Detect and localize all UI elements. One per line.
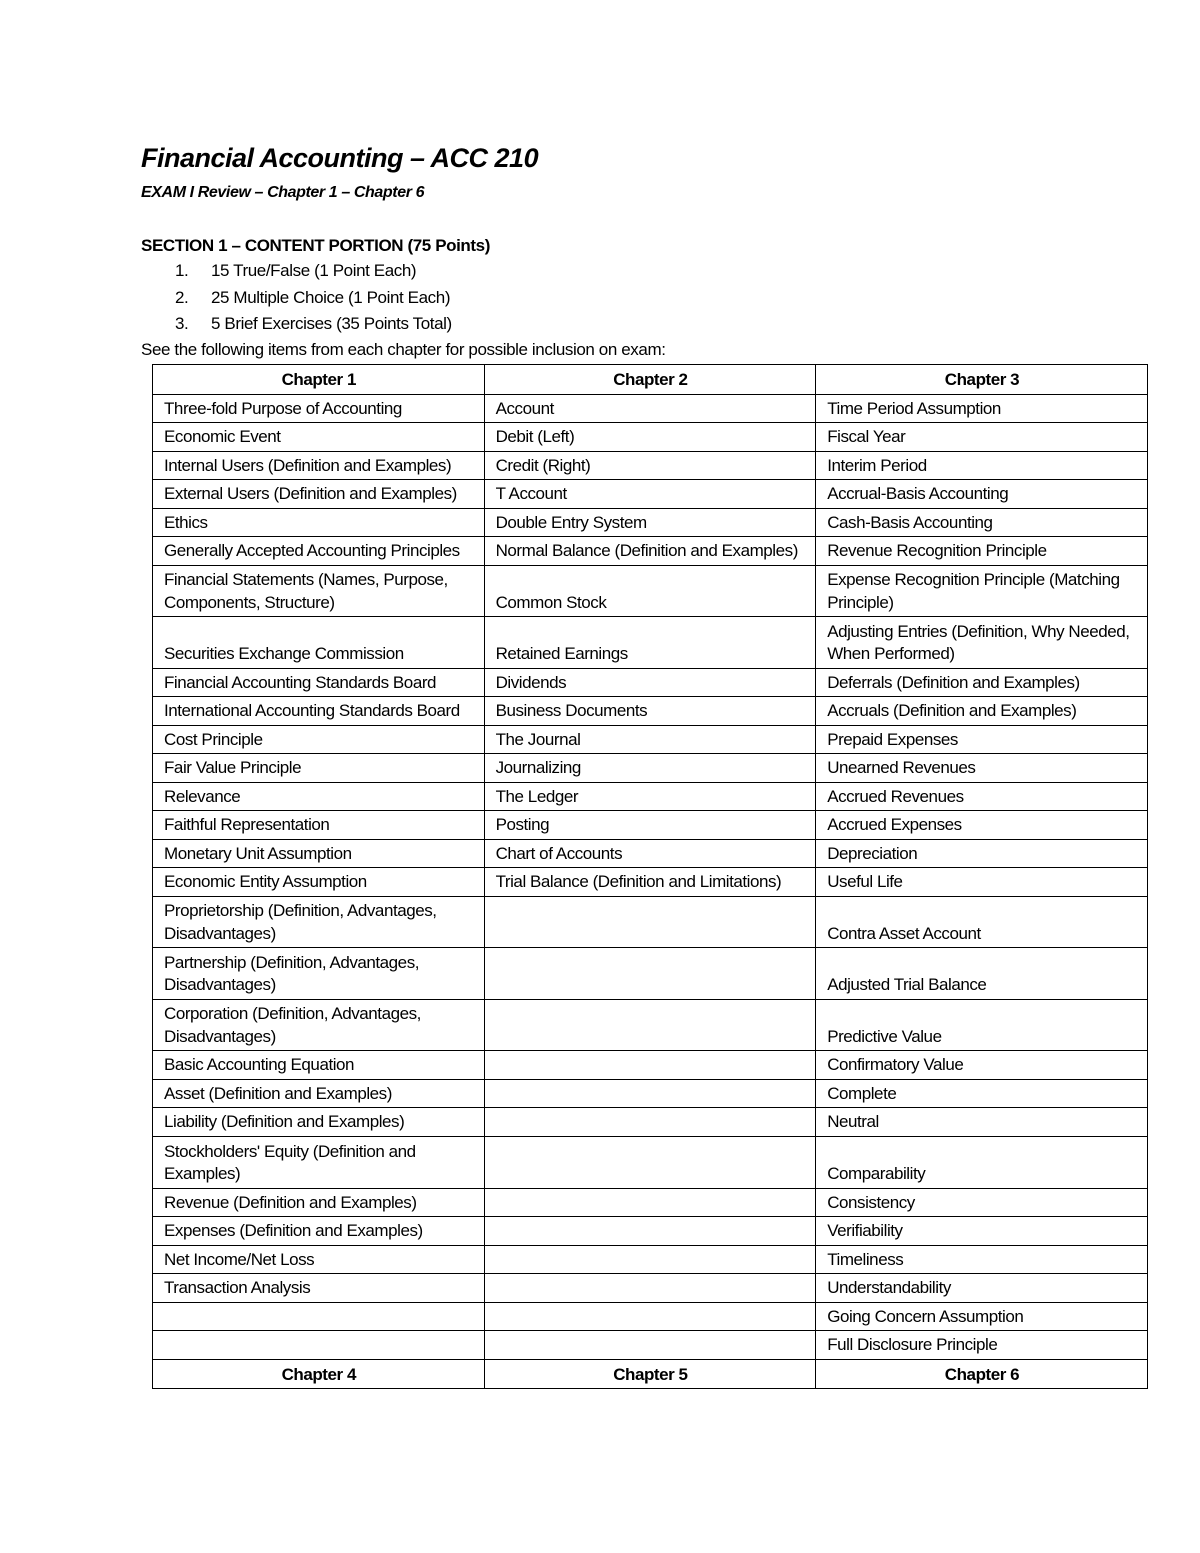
table-cell: Chart of Accounts — [484, 839, 816, 868]
table-cell: Expenses (Definition and Examples) — [153, 1217, 485, 1246]
table-cell: Accruals (Definition and Examples) — [816, 697, 1148, 726]
table-cell: Debit (Left) — [484, 423, 816, 452]
list-item-text: 5 Brief Exercises (35 Points Total) — [211, 314, 452, 333]
table-row — [153, 811, 1148, 840]
table-cell — [153, 1302, 485, 1331]
table-cell: Financial Statements (Names, Purpose, Components, Structure) — [153, 565, 485, 617]
table-row — [153, 1302, 1148, 1331]
table-cell: Journalizing — [484, 754, 816, 783]
table-cell: Internal Users (Definition and Examples) — [153, 451, 485, 480]
table-row — [153, 537, 1148, 566]
table-cell: Retained Earnings — [484, 617, 816, 669]
table-cell: Monetary Unit Assumption — [153, 839, 485, 868]
table-cell: Complete — [816, 1079, 1148, 1108]
table-row — [153, 668, 1148, 697]
table-cell: Comparability — [816, 1136, 1148, 1188]
table-cell: Normal Balance (Definition and Examples) — [484, 537, 816, 566]
table-cell — [484, 1331, 816, 1360]
table-row — [153, 754, 1148, 783]
table-footer-header-row — [153, 1359, 1148, 1389]
table-cell: Ethics — [153, 508, 485, 537]
table-cell: The Journal — [484, 725, 816, 754]
table-cell: Posting — [484, 811, 816, 840]
table-cell: Account — [484, 394, 816, 423]
table-cell: Faithful Representation — [153, 811, 485, 840]
table-row — [153, 868, 1148, 897]
table-cell: Economic Event — [153, 423, 485, 452]
table-cell — [484, 1245, 816, 1274]
table-cell: Stockholders' Equity (Definition and Examples) — [153, 1136, 485, 1188]
list-item-number: 3. — [175, 314, 189, 333]
table-cell: Securities Exchange Commission — [153, 617, 485, 669]
table-cell: Generally Accepted Accounting Principles — [153, 537, 485, 566]
table-cell: Contra Asset Account — [816, 896, 1148, 948]
table-cell: External Users (Definition and Examples) — [153, 480, 485, 509]
list-item-number: 1. — [175, 261, 189, 280]
table-cell: Asset (Definition and Examples) — [153, 1079, 485, 1108]
table-cell: Useful Life — [816, 868, 1148, 897]
table-cell: Consistency — [816, 1188, 1148, 1217]
table-row — [153, 1217, 1148, 1246]
table-cell: Revenue Recognition Principle — [816, 537, 1148, 566]
table-row — [153, 394, 1148, 423]
table-cell — [484, 1136, 816, 1188]
table-body — [153, 394, 1148, 1359]
column-header-chapter-4: Chapter 4 — [153, 1359, 485, 1389]
table-row — [153, 1108, 1148, 1137]
table-row — [153, 782, 1148, 811]
table-cell: Deferrals (Definition and Examples) — [816, 668, 1148, 697]
table-cell: Timeliness — [816, 1245, 1148, 1274]
document-title: Financial Accounting – ACC 210 — [141, 143, 539, 173]
table-row — [153, 1245, 1148, 1274]
table-cell: Time Period Assumption — [816, 394, 1148, 423]
list-item-text: 15 True/False (1 Point Each) — [211, 261, 417, 280]
table-row — [153, 565, 1148, 617]
table-cell — [484, 1302, 816, 1331]
table-row — [153, 617, 1148, 669]
table-cell: Transaction Analysis — [153, 1274, 485, 1303]
table-row — [153, 1079, 1148, 1108]
table-cell: Three-fold Purpose of Accounting — [153, 394, 485, 423]
table-row — [153, 999, 1148, 1051]
table-row — [153, 1051, 1148, 1080]
table-cell: Credit (Right) — [484, 451, 816, 480]
table-cell — [484, 1108, 816, 1137]
table-cell: Prepaid Expenses — [816, 725, 1148, 754]
table-cell — [484, 1051, 816, 1080]
table-row — [153, 1136, 1148, 1188]
table-cell: Accrued Revenues — [816, 782, 1148, 811]
table-row — [153, 480, 1148, 509]
table-row — [153, 451, 1148, 480]
table-cell: Proprietorship (Definition, Advantages, Disadvantages) — [153, 896, 485, 948]
table-cell: Relevance — [153, 782, 485, 811]
table-cell — [484, 999, 816, 1051]
table-row — [153, 1331, 1148, 1360]
table-cell: Verifiability — [816, 1217, 1148, 1246]
table-row — [153, 508, 1148, 537]
table-cell: Predictive Value — [816, 999, 1148, 1051]
table-row — [153, 1188, 1148, 1217]
table-cell: Trial Balance (Definition and Limitations) — [484, 868, 816, 897]
table-row — [153, 896, 1148, 948]
table-cell — [484, 1217, 816, 1246]
table-row — [153, 725, 1148, 754]
table-cell: Cash-Basis Accounting — [816, 508, 1148, 537]
table-cell — [484, 896, 816, 948]
table-header-row — [153, 365, 1148, 395]
table-cell — [484, 948, 816, 1000]
table-row — [153, 697, 1148, 726]
table-cell — [153, 1331, 485, 1360]
table-cell: Accrued Expenses — [816, 811, 1148, 840]
table-cell: Accrual-Basis Accounting — [816, 480, 1148, 509]
table-cell: T Account — [484, 480, 816, 509]
table-cell: The Ledger — [484, 782, 816, 811]
table-cell: Revenue (Definition and Examples) — [153, 1188, 485, 1217]
table-cell — [484, 1079, 816, 1108]
section-heading: SECTION 1 – CONTENT PORTION (75 Points) — [141, 236, 490, 255]
table-cell: Adjusting Entries (Definition, Why Needed, When Performed) — [816, 617, 1148, 669]
column-header-chapter-3: Chapter 3 — [816, 365, 1148, 395]
table-cell: Financial Accounting Standards Board — [153, 668, 485, 697]
table-cell: Understandability — [816, 1274, 1148, 1303]
table-cell — [484, 1274, 816, 1303]
table-cell: Neutral — [816, 1108, 1148, 1137]
table-cell: Cost Principle — [153, 725, 485, 754]
column-header-chapter-5: Chapter 5 — [484, 1359, 816, 1389]
table-cell: Confirmatory Value — [816, 1051, 1148, 1080]
table-cell: Fiscal Year — [816, 423, 1148, 452]
table-row — [153, 1274, 1148, 1303]
table-cell — [484, 1188, 816, 1217]
table-cell: Economic Entity Assumption — [153, 868, 485, 897]
table-cell: Expense Recognition Principle (Matching Principle) — [816, 565, 1148, 617]
table-cell: Going Concern Assumption — [816, 1302, 1148, 1331]
table-cell: Net Income/Net Loss — [153, 1245, 485, 1274]
table-row — [153, 423, 1148, 452]
table-row — [153, 948, 1148, 1000]
column-header-chapter-2: Chapter 2 — [484, 365, 816, 395]
table-cell: Business Documents — [484, 697, 816, 726]
table-row — [153, 839, 1148, 868]
table-cell: Full Disclosure Principle — [816, 1331, 1148, 1360]
table-cell: Fair Value Principle — [153, 754, 485, 783]
column-header-chapter-1: Chapter 1 — [153, 365, 485, 395]
chapter-topics-table — [152, 364, 1148, 1389]
table-cell: Basic Accounting Equation — [153, 1051, 485, 1080]
table-cell: Common Stock — [484, 565, 816, 617]
table-cell: Adjusted Trial Balance — [816, 948, 1148, 1000]
column-header-chapter-6: Chapter 6 — [816, 1359, 1148, 1389]
table-cell: Unearned Revenues — [816, 754, 1148, 783]
intro-text: See the following items from each chapter for possible inclusion on exam: — [141, 340, 666, 359]
table-cell: Interim Period — [816, 451, 1148, 480]
list-item-number: 2. — [175, 287, 189, 307]
table-cell: International Accounting Standards Board — [153, 697, 485, 726]
document-subtitle: EXAM I Review – Chapter 1 – Chapter 6 — [141, 184, 425, 201]
list-item-text: 25 Multiple Choice (1 Point Each) — [211, 287, 451, 307]
table-cell: Double Entry System — [484, 508, 816, 537]
table-cell: Depreciation — [816, 839, 1148, 868]
table-cell: Liability (Definition and Examples) — [153, 1108, 485, 1137]
table-cell: Dividends — [484, 668, 816, 697]
table-cell: Corporation (Definition, Advantages, Disadvantages) — [153, 999, 485, 1051]
table-cell: Partnership (Definition, Advantages, Disadvantages) — [153, 948, 485, 1000]
